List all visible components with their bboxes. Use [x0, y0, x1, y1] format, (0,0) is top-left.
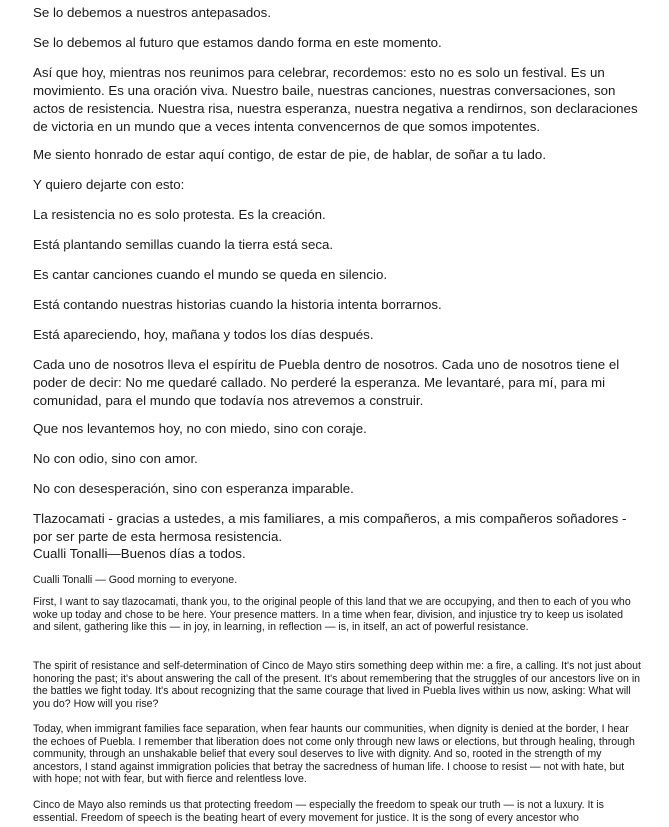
es-paragraph-4: Me siento honrado de estar aquí contigo, de estar de pie, de hablar, de soñar a tu lado.: [33, 147, 547, 162]
es-paragraph-6: La resistencia no es solo protesta. Es la creación.: [33, 207, 326, 222]
es-paragraph-10: Está apareciendo, hoy, mañana y todos los días después.: [33, 327, 374, 342]
es-paragraph-13: No con odio, sino con amor.: [33, 451, 198, 466]
es-paragraph-7: Está plantando semillas cuando la tierra está seca.: [33, 237, 334, 252]
es-paragraph-8: Es cantar canciones cuando el mundo se queda en silencio.: [33, 267, 388, 282]
es-paragraph-5: Y quiero dejarte con esto:: [33, 177, 185, 192]
en-paragraph-5: Cinco de Mayo also reminds us that protecting freedom — especially the freedom to speak our truth — is not a luxury. It is essential. Freedom of speech is the beating heart of every movement for justice. It is the song of every ancestor who: [33, 799, 604, 824]
es-paragraph-9: Está contando nuestras historias cuando la historia intenta borrarnos.: [33, 297, 442, 312]
es-closing-thanks: Tlazocamati - gracias a ustedes, a mis familiares, a mis compañeros, a mis compañeros soñadores - por ser parte de esta hermosa resistencia.: [33, 511, 627, 544]
en-paragraph-3: The spirit of resistance and self-determination of Cinco de Mayo stirs something deep within me: a fire, a calling. It's not just about honoring the past; it's about answering the call of the present. It's about remembering that the struggles of our ancestors live on in the battles we fight today. It's about recognizing that the same courage that lived in Puebla lives within us now, asking: What will you do? How will you rise?: [33, 660, 641, 710]
es-paragraph-14: No con desesperación, sino con esperanza imparable.: [33, 481, 354, 496]
es-paragraph-1: Se lo debemos a nuestros antepasados.: [33, 5, 272, 20]
en-paragraph-1: Cualli Tonalli — Good morning to everyone.: [33, 574, 238, 586]
es-paragraph-2: Se lo debemos al futuro que estamos dando forma en este momento.: [33, 35, 442, 50]
en-paragraph-4: Today, when immigrant families face separation, when fear haunts our communities, when dignity is denied at the border, I hear the echoes of Puebla. I remember that liberation does not come only through new laws or elections, but through healing, through community, through an unshakable belief that every soul deserves to live with dignity. And so, rooted in the strength of my ancestors, I stand against immigration policies that betray the sacredness of human life. I choose to resist — not with hate, but with hope; not with fear, but with fierce and relentless love.: [33, 723, 635, 786]
en-paragraph-2: First, I want to say tlazocamati, thank you, to the original people of this land that we are occupying, and then to each of you who woke up today and chose to be here. Your presence matters. In a time when fear, division, and injustice try to keep us isolated and silent, gathering like this — in joy, in learning, in reflection — is, in itself, an act of powerful resistance.: [33, 596, 631, 634]
es-closing-greeting: Cualli Tonalli—Buenos días a todos.: [33, 546, 246, 561]
es-paragraph-3: Así que hoy, mientras nos reunimos para celebrar, recordemos: esto no es solo un festival. Es un movimiento. Es una oración viva. Nuestro baile, nuestras canciones, nuestras conversaciones, son actos de resistencia. Nuestra risa, nuestra esperanza, nuestra negativa a rendirnos, son declaraciones de victoria en un mundo que a veces intenta convencernos de que somos impotentes.: [33, 65, 638, 134]
es-paragraph-11: Cada uno de nosotros lleva el espíritu de Puebla dentro de nosotros. Cada uno de nosotros tiene el poder de decir: No me quedaré callado. No perderé la esperanza. Me levantaré, para mí, para mi comunidad, para el mundo que todavía nos atrevemos a construir.: [33, 357, 620, 408]
es-paragraph-12: Que nos levantemos hoy, no con miedo, sino con coraje.: [33, 421, 367, 436]
